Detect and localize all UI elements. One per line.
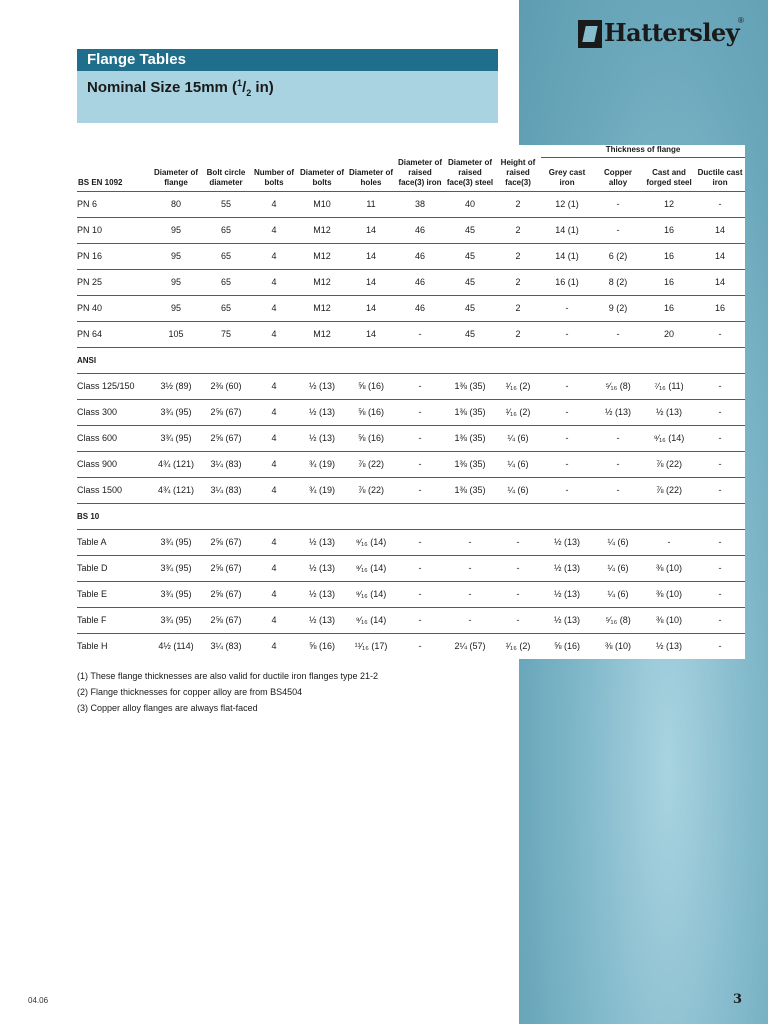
- table-cell: 4: [251, 633, 297, 659]
- row-label: PN 40: [77, 295, 151, 321]
- column-header: Diameter of flange: [153, 167, 198, 187]
- table-row: [77, 217, 745, 243]
- row-label: Class 300: [77, 399, 151, 425]
- table-cell: -: [541, 373, 593, 399]
- column-header: BS EN 1092: [78, 177, 123, 187]
- table-cell: -: [445, 555, 495, 581]
- table-cell: 16: [643, 243, 695, 269]
- table-cell: ½ (13): [541, 581, 593, 607]
- table-cell: 3¾ (95): [151, 581, 201, 607]
- table-cell: 2⅝ (67): [201, 529, 251, 555]
- table-cell: ¼ (6): [495, 451, 541, 477]
- table-cell: 65: [201, 217, 251, 243]
- table-cell: 14: [347, 269, 395, 295]
- table-cell: 2⅜ (60): [201, 373, 251, 399]
- table-cell: ⅜ (10): [643, 555, 695, 581]
- table-cell: 4: [251, 295, 297, 321]
- table-cell: ⅞ (22): [643, 451, 695, 477]
- table-cell: ¹⁄₁₆ (2): [495, 633, 541, 659]
- table-cell: 4: [251, 555, 297, 581]
- table-row: [77, 399, 745, 425]
- table-cell: 95: [151, 217, 201, 243]
- table-cell: ½ (13): [297, 607, 347, 633]
- flange-table: [77, 145, 745, 659]
- table-cell: -: [695, 633, 745, 659]
- table-cell: 14: [347, 295, 395, 321]
- table-cell: 14: [695, 243, 745, 269]
- table-cell: 1⅜ (35): [445, 477, 495, 503]
- table-cell: 40: [445, 191, 495, 217]
- row-label: Class 125/150: [77, 373, 151, 399]
- column-header: Number of bolts: [254, 167, 294, 187]
- table-cell: ⅜ (10): [643, 581, 695, 607]
- table-cell: 3¾ (95): [151, 529, 201, 555]
- table-cell: ½ (13): [297, 425, 347, 451]
- table-cell: 14: [347, 321, 395, 347]
- table-cell: ¼ (6): [593, 529, 643, 555]
- table-row: [77, 581, 745, 607]
- table-cell: -: [593, 191, 643, 217]
- table-cell: ½ (13): [297, 555, 347, 581]
- table-cell: ¾ (19): [297, 451, 347, 477]
- table-cell: 4: [251, 425, 297, 451]
- table-cell: -: [593, 321, 643, 347]
- table-cell: 14: [695, 269, 745, 295]
- table-cell: ¼ (6): [593, 555, 643, 581]
- footer-date: 04.06: [28, 996, 49, 1005]
- page-number: 3: [733, 992, 743, 1007]
- table-cell: ½ (13): [643, 399, 695, 425]
- table-cell: ½ (13): [541, 555, 593, 581]
- table-cell: 3¾ (95): [151, 555, 201, 581]
- table-cell: ½ (13): [297, 581, 347, 607]
- table-cell: -: [395, 607, 445, 633]
- table-cell: -: [593, 477, 643, 503]
- table-cell: 16 (1): [541, 269, 593, 295]
- table-cell: ⁹⁄₁₆ (14): [347, 607, 395, 633]
- table-cell: -: [395, 529, 445, 555]
- table-cell: 38: [395, 191, 445, 217]
- table-cell: ⁹⁄₁₆ (14): [643, 425, 695, 451]
- row-label: Table D: [77, 555, 151, 581]
- table-row: [77, 477, 745, 503]
- table-cell: -: [495, 529, 541, 555]
- table-cell: -: [395, 321, 445, 347]
- table-cell: ⅜ (10): [643, 607, 695, 633]
- table-cell: 8 (2): [593, 269, 643, 295]
- table-cell: 65: [201, 243, 251, 269]
- table-cell: 3¾ (95): [151, 425, 201, 451]
- table-cell: 55: [201, 191, 251, 217]
- table-cell: 1⅜ (35): [445, 451, 495, 477]
- column-header: Copper alloy: [604, 167, 633, 187]
- table-cell: ¼ (6): [495, 425, 541, 451]
- table-cell: 65: [201, 269, 251, 295]
- row-label: Table F: [77, 607, 151, 633]
- row-label: Table A: [77, 529, 151, 555]
- table-cell: M12: [297, 243, 347, 269]
- table-cell: 4: [251, 217, 297, 243]
- table-cell: 65: [201, 295, 251, 321]
- table-cell: -: [395, 581, 445, 607]
- table-cell: 2⅝ (67): [201, 555, 251, 581]
- table-cell: 95: [151, 243, 201, 269]
- table-cell: -: [593, 425, 643, 451]
- table-cell: -: [695, 321, 745, 347]
- table-cell: 75: [201, 321, 251, 347]
- footnotes: [77, 668, 378, 716]
- table-cell: ¼ (6): [495, 477, 541, 503]
- table-cell: 2: [495, 295, 541, 321]
- table-row: [77, 321, 745, 347]
- table-cell: 6 (2): [593, 243, 643, 269]
- row-label: Class 600: [77, 425, 151, 451]
- table-cell: ⅝ (16): [347, 399, 395, 425]
- header-group-row: [77, 145, 745, 158]
- table-cell: 16: [643, 295, 695, 321]
- table-cell: -: [695, 191, 745, 217]
- table-row: [77, 607, 745, 633]
- column-header: Cast and forged steel: [646, 167, 692, 187]
- row-label: PN 10: [77, 217, 151, 243]
- table-row: [77, 373, 745, 399]
- table-cell: ¹¹⁄₁₆ (17): [347, 633, 395, 659]
- table-cell: 4½ (114): [151, 633, 201, 659]
- table-cell: -: [593, 451, 643, 477]
- table-cell: 2⅝ (67): [201, 607, 251, 633]
- table-row: [77, 633, 745, 659]
- table-cell: ½ (13): [541, 607, 593, 633]
- table-cell: 20: [643, 321, 695, 347]
- table-cell: 45: [445, 269, 495, 295]
- footnote: (3) Copper alloy flanges are always flat-faced: [77, 703, 258, 713]
- table-cell: 3¼ (83): [201, 451, 251, 477]
- table-cell: 12: [643, 191, 695, 217]
- table-cell: 3¼ (83): [201, 633, 251, 659]
- table-cell: 4: [251, 477, 297, 503]
- table-cell: 14: [347, 217, 395, 243]
- table-cell: 3¼ (83): [201, 477, 251, 503]
- title-block: [77, 49, 498, 123]
- table-cell: -: [695, 373, 745, 399]
- page-subtitle: Nominal Size 15mm ($^1/_2$ in): [87, 78, 274, 98]
- page-title: Flange Tables: [77, 49, 498, 71]
- column-header: Diameter of bolts: [299, 167, 344, 187]
- table-cell: 4: [251, 607, 297, 633]
- table-cell: -: [395, 451, 445, 477]
- table-cell: 45: [445, 295, 495, 321]
- table-cell: 3¾ (95): [151, 399, 201, 425]
- table-cell: -: [495, 581, 541, 607]
- table-cell: ⁹⁄₁₆ (14): [347, 581, 395, 607]
- table-cell: -: [541, 451, 593, 477]
- table-cell: M12: [297, 295, 347, 321]
- table-cell: ½ (13): [297, 399, 347, 425]
- table-cell: 46: [395, 243, 445, 269]
- table-cell: -: [695, 529, 745, 555]
- table-cell: 16: [643, 269, 695, 295]
- table-cell: -: [395, 425, 445, 451]
- row-label: PN 6: [77, 191, 151, 217]
- table-cell: 2⅝ (67): [201, 425, 251, 451]
- table-cell: 80: [151, 191, 201, 217]
- table-cell: ⅝ (16): [347, 425, 395, 451]
- table-cell: -: [495, 555, 541, 581]
- table-cell: 14 (1): [541, 243, 593, 269]
- row-label: PN 16: [77, 243, 151, 269]
- table-row: [77, 295, 745, 321]
- table-row: [77, 243, 745, 269]
- table-cell: -: [395, 373, 445, 399]
- flange-table-container: [77, 145, 745, 659]
- brand-name: Hattersley: [604, 18, 740, 47]
- table-cell: ⅝ (16): [297, 633, 347, 659]
- table-row: [77, 191, 745, 217]
- table-cell: -: [445, 529, 495, 555]
- table-cell: M12: [297, 269, 347, 295]
- row-label: PN 25: [77, 269, 151, 295]
- header-group-thickness: Thickness of flange: [541, 145, 745, 158]
- header-spacer: [77, 145, 541, 158]
- table-cell: ⅝ (16): [541, 633, 593, 659]
- footnote: (2) Flange thicknesses for copper alloy are from BS4504: [77, 687, 303, 697]
- table-cell: ⁵⁄₁₆ (8): [593, 373, 643, 399]
- column-header: Height of raised face(3): [500, 157, 536, 187]
- table-cell: -: [695, 399, 745, 425]
- row-label: Class 900: [77, 451, 151, 477]
- table-cell: 3½ (89): [151, 373, 201, 399]
- table-cell: 2: [495, 243, 541, 269]
- table-cell: -: [445, 581, 495, 607]
- column-header: Grey cast iron: [548, 167, 586, 187]
- table-cell: ⅜ (10): [593, 633, 643, 659]
- table-cell: 16: [695, 295, 745, 321]
- table-row: [77, 269, 745, 295]
- table-cell: ½ (13): [643, 633, 695, 659]
- table-cell: 4: [251, 399, 297, 425]
- table-cell: -: [695, 555, 745, 581]
- table-cell: -: [541, 321, 593, 347]
- table-cell: ⁷⁄₁₆ (11): [643, 373, 695, 399]
- table-cell: ⅞ (22): [347, 451, 395, 477]
- table-cell: ¹⁄₁₆ (2): [495, 399, 541, 425]
- table-cell: ½ (13): [297, 529, 347, 555]
- table-cell: 4: [251, 451, 297, 477]
- table-cell: ¹⁄₁₆ (2): [495, 373, 541, 399]
- table-cell: 2: [495, 191, 541, 217]
- table-cell: -: [695, 581, 745, 607]
- table-cell: ⅝ (16): [347, 373, 395, 399]
- table-cell: ¾ (19): [297, 477, 347, 503]
- column-header: Diameter of raised face(3) steel: [446, 157, 494, 187]
- table-cell: 45: [445, 217, 495, 243]
- table-cell: -: [541, 477, 593, 503]
- table-cell: 2⅝ (67): [201, 581, 251, 607]
- header-row: [77, 158, 745, 192]
- table-cell: 45: [445, 243, 495, 269]
- table-cell: 16: [643, 217, 695, 243]
- table-row: [77, 555, 745, 581]
- table-cell: ⁹⁄₁₆ (14): [347, 555, 395, 581]
- table-cell: 2⅝ (67): [201, 399, 251, 425]
- table-cell: 45: [445, 321, 495, 347]
- table-cell: -: [541, 399, 593, 425]
- column-header: Ductile cast iron: [697, 167, 743, 187]
- table-cell: 4: [251, 581, 297, 607]
- table-cell: -: [495, 607, 541, 633]
- table-cell: ⅞ (22): [643, 477, 695, 503]
- table-cell: 9 (2): [593, 295, 643, 321]
- table-cell: 2: [495, 321, 541, 347]
- table-cell: -: [695, 425, 745, 451]
- table-cell: -: [395, 399, 445, 425]
- table-cell: 1⅜ (35): [445, 399, 495, 425]
- table-cell: ⁵⁄₁₆ (8): [593, 607, 643, 633]
- table-cell: 2: [495, 269, 541, 295]
- row-label: PN 64: [77, 321, 151, 347]
- table-row: [77, 425, 745, 451]
- table-cell: ¼ (6): [593, 581, 643, 607]
- registered-mark: ®: [738, 16, 744, 25]
- table-cell: 11: [347, 191, 395, 217]
- section-label: BS 10: [77, 503, 745, 529]
- table-cell: -: [695, 451, 745, 477]
- table-cell: ½ (13): [593, 399, 643, 425]
- table-cell: 95: [151, 295, 201, 321]
- section-row: [77, 503, 745, 529]
- row-label: Table H: [77, 633, 151, 659]
- table-cell: 4¾ (121): [151, 451, 201, 477]
- section-row: [77, 347, 745, 373]
- table-cell: 14: [695, 217, 745, 243]
- table-cell: 4: [251, 191, 297, 217]
- table-cell: -: [395, 477, 445, 503]
- table-cell: ½ (13): [541, 529, 593, 555]
- section-label: ANSI: [77, 347, 745, 373]
- table-cell: 105: [151, 321, 201, 347]
- table-cell: 4: [251, 269, 297, 295]
- table-cell: 4: [251, 321, 297, 347]
- table-cell: ⅞ (22): [347, 477, 395, 503]
- table-cell: -: [541, 425, 593, 451]
- table-cell: M12: [297, 321, 347, 347]
- table-row: [77, 529, 745, 555]
- table-cell: 1⅜ (35): [445, 373, 495, 399]
- table-cell: 46: [395, 217, 445, 243]
- table-cell: 1⅜ (35): [445, 425, 495, 451]
- table-cell: -: [643, 529, 695, 555]
- table-cell: 2: [495, 217, 541, 243]
- table-cell: 95: [151, 269, 201, 295]
- table-cell: -: [395, 555, 445, 581]
- table-cell: 4: [251, 243, 297, 269]
- table-cell: 2¼ (57): [445, 633, 495, 659]
- table-cell: M10: [297, 191, 347, 217]
- table-cell: ⁹⁄₁₆ (14): [347, 529, 395, 555]
- table-cell: 3¾ (95): [151, 607, 201, 633]
- column-header: Diameter of raised face(3) iron: [397, 157, 442, 187]
- table-cell: 14 (1): [541, 217, 593, 243]
- table-cell: -: [695, 477, 745, 503]
- table-row: [77, 451, 745, 477]
- column-header: Diameter of holes: [348, 167, 393, 187]
- brand-logo: [578, 16, 748, 52]
- table-cell: 4: [251, 373, 297, 399]
- table-cell: -: [445, 607, 495, 633]
- table-cell: 4¾ (121): [151, 477, 201, 503]
- table-cell: 14: [347, 243, 395, 269]
- footnote: (1) These flange thicknesses are also valid for ductile iron flanges type 21-2: [77, 671, 378, 681]
- table-cell: 12 (1): [541, 191, 593, 217]
- table-cell: 46: [395, 295, 445, 321]
- table-cell: 4: [251, 529, 297, 555]
- table-cell: -: [541, 295, 593, 321]
- table-cell: -: [395, 633, 445, 659]
- row-label: Table E: [77, 581, 151, 607]
- table-cell: ½ (13): [297, 373, 347, 399]
- table-cell: -: [593, 217, 643, 243]
- table-cell: -: [695, 607, 745, 633]
- row-label: Class 1500: [77, 477, 151, 503]
- logo-mark-icon: [578, 20, 602, 48]
- table-cell: 46: [395, 269, 445, 295]
- column-header: Bolt circle diameter: [206, 167, 246, 187]
- table-cell: M12: [297, 217, 347, 243]
